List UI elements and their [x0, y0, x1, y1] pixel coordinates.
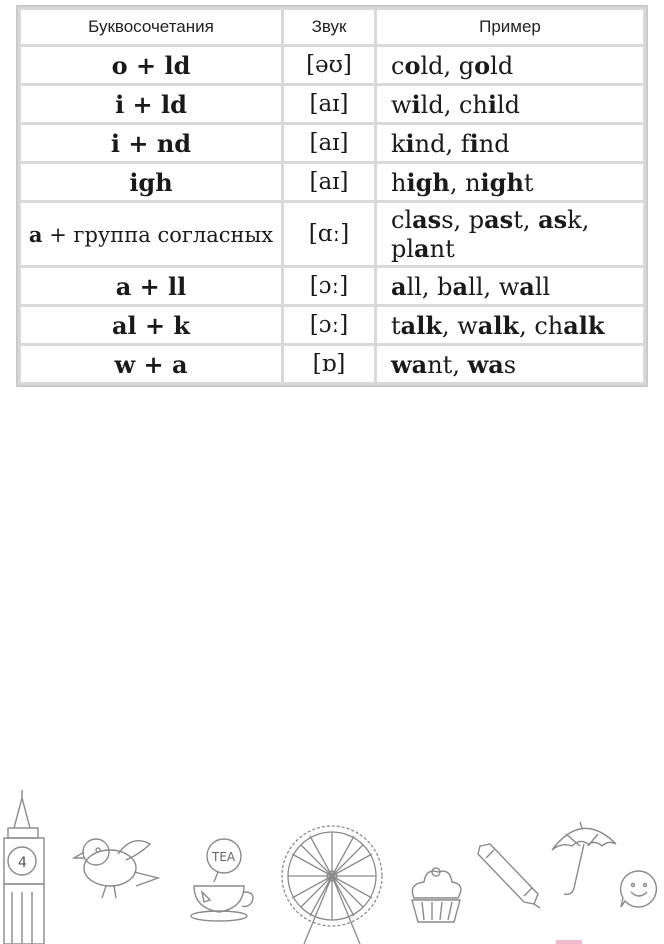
table-row	[21, 47, 643, 83]
cup-label: TEA	[212, 850, 236, 864]
header-example: Пример	[377, 10, 643, 44]
example-text: nt,	[427, 350, 468, 379]
letter-combination-text	[112, 312, 190, 340]
example-highlight: as	[412, 205, 442, 234]
example-text: ll	[534, 272, 551, 301]
example-highlight: o	[404, 50, 421, 80]
header-combinations: Буквосочетания	[21, 10, 281, 44]
letter-combination-rest: + группа согласных	[42, 223, 274, 247]
sound-transcription: [ɒ]	[284, 346, 374, 382]
example-highlight: o	[474, 50, 491, 80]
example-text: k	[391, 129, 406, 158]
example-text: c	[391, 51, 405, 80]
example-text: s, p	[441, 206, 485, 234]
smiley-icon	[618, 868, 660, 910]
letter-combination	[21, 86, 281, 122]
example-highlight: i	[411, 89, 421, 119]
example-text: s	[503, 350, 517, 379]
decorative-doodles	[0, 780, 664, 944]
example-highlight: igh	[406, 167, 450, 197]
sound-transcription: [ɔː]	[284, 307, 374, 343]
example-highlight: i	[469, 128, 479, 158]
example-highlight: alk	[563, 310, 605, 340]
letter-combination-text	[129, 169, 172, 197]
example-text: cl	[391, 206, 413, 234]
tea-cup-icon	[188, 836, 258, 924]
example-highlight: wa	[391, 349, 428, 379]
example-text: ld, g	[420, 51, 475, 80]
example-highlight: i	[487, 89, 497, 119]
example-highlight: as	[538, 205, 568, 234]
table-row	[21, 125, 643, 161]
table-row	[21, 307, 643, 343]
example-text: nt	[429, 235, 455, 263]
example-text: ld	[490, 51, 514, 80]
sound-transcription: [ɔː]	[284, 268, 374, 304]
sound-transcription: [əʊ]	[284, 47, 374, 83]
example-highlight: igh	[480, 167, 524, 197]
letter-combination	[21, 164, 281, 200]
letter-combination-text	[115, 91, 187, 119]
example-words	[377, 125, 643, 161]
table-row	[21, 346, 643, 382]
example-highlight: a	[452, 271, 469, 301]
table-row	[21, 86, 643, 122]
header-sound: Звук	[284, 10, 374, 44]
letter-combination-text	[29, 223, 273, 247]
example-text: k, pl	[391, 206, 590, 263]
example-text: t,	[513, 206, 539, 234]
letter-combination	[21, 47, 281, 83]
example-words	[377, 164, 643, 200]
letter-combination-bold: w + a	[114, 349, 188, 379]
example-text: ld, ch	[420, 90, 488, 119]
example-highlight: i	[405, 128, 415, 158]
example-words	[377, 307, 643, 343]
sounds-table-container	[16, 5, 648, 387]
example-text: h	[391, 168, 407, 197]
example-words	[377, 268, 643, 304]
example-text: nd, f	[414, 129, 470, 158]
letter-combination-bold: igh	[129, 167, 173, 197]
sounds-table	[18, 7, 646, 385]
letter-combination	[21, 346, 281, 382]
letter-combination	[21, 268, 281, 304]
example-highlight: wa	[467, 349, 504, 379]
letter-combination-bold: a + ll	[115, 271, 187, 301]
example-text: t	[391, 311, 401, 340]
big-ben-icon	[0, 788, 50, 944]
example-highlight: alk	[477, 310, 520, 340]
cupcake-icon	[406, 864, 466, 928]
example-highlight: alk	[400, 310, 442, 340]
table-row	[21, 268, 643, 304]
example-words	[377, 47, 643, 83]
page-marker	[556, 940, 582, 944]
example-words	[377, 203, 643, 265]
example-text: ll, w	[468, 272, 520, 301]
example-text: ld	[497, 90, 521, 119]
example-text: nd	[478, 129, 510, 158]
pen-icon	[474, 840, 544, 910]
example-text: , w	[441, 311, 478, 340]
letter-combination-bold: o + ld	[111, 50, 191, 80]
clock-number: 4	[18, 855, 27, 871]
umbrella-icon	[548, 820, 620, 900]
letter-combination	[21, 125, 281, 161]
bird-icon	[66, 828, 162, 904]
example-words	[377, 346, 643, 382]
example-text: w	[391, 90, 412, 119]
letter-combination-bold: al + k	[111, 310, 191, 340]
letter-combination	[21, 203, 281, 265]
example-text: , n	[449, 168, 481, 197]
letter-combination-text	[116, 273, 187, 301]
letter-combination-bold: a	[28, 222, 43, 247]
sound-transcription: [ɑː]	[284, 203, 374, 265]
letter-combination	[21, 307, 281, 343]
letter-combination-bold: i + ld	[115, 89, 187, 119]
example-text: , ch	[519, 311, 564, 340]
sound-transcription: [aɪ]	[284, 125, 374, 161]
ferris-wheel-icon	[276, 820, 388, 944]
example-text: ll, b	[406, 272, 453, 301]
example-text: t	[523, 168, 534, 197]
letter-combination-text	[112, 52, 191, 80]
example-words	[377, 86, 643, 122]
example-highlight: as	[484, 205, 514, 234]
sound-transcription: [aɪ]	[284, 86, 374, 122]
example-highlight: a	[519, 271, 535, 301]
example-highlight: a	[414, 234, 430, 263]
example-highlight: a	[391, 271, 407, 301]
sound-transcription: [aɪ]	[284, 164, 374, 200]
table-row	[21, 164, 643, 200]
table-row	[21, 203, 643, 265]
table-header-row	[21, 10, 643, 44]
letter-combination-text	[114, 351, 187, 379]
letter-combination-text	[111, 130, 191, 158]
letter-combination-bold: i + nd	[110, 128, 192, 158]
